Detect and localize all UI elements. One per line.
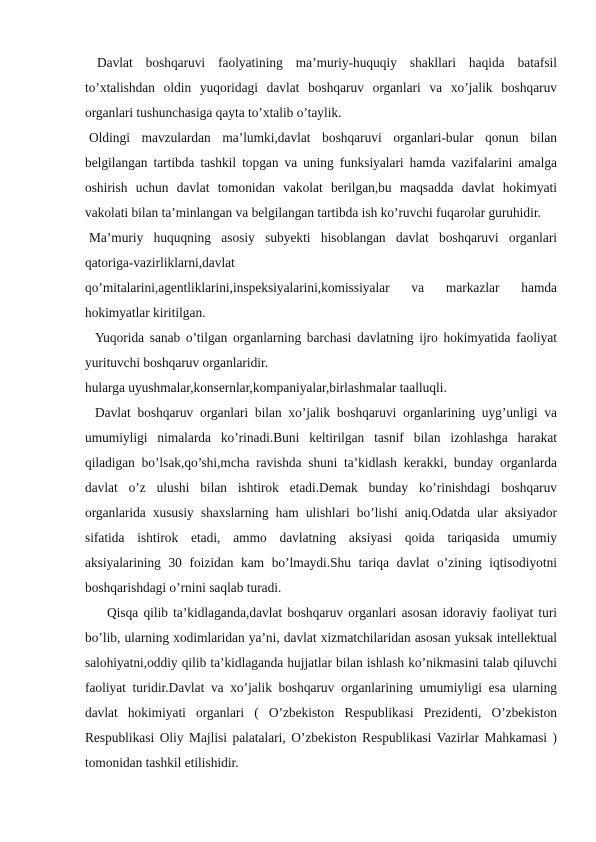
paragraph-3-line-3: hokimyatlar kiritilgan. [85, 305, 206, 320]
document-page [85, 50, 557, 775]
paragraph-6: Davlat boshqaruv organlari bilan xo’jalik boshqaruvi organlarining uyg’unligi va umumiyligi nimalarda ko’rinadi.Buni keltirilgan tasnif bilan izohlashga harakat qiladigan bo’lsak,qo’shi,mcha ravishda shuni ta’kidlash kerakki, bunday organlarda davlat o’z ulushi bilan ishtirok etadi.Demak bunday ko’rinishdagi boshqaruv organlarida xususiy shaxslarning ham ulishlari bo’lishi aniq.Odatda ular aksiyador sifatida ishtirok etadi, ammo davlatning aksiyasi qoida tariqasida umumiy aksiyalarining 30 foizidan kam bo’lmaydi.Shu tariqa davlat o’zining iqtisodiyotni boshqarishdagi o’rnini saqlab turadi. [85, 405, 557, 595]
paragraph-3-line-2: qo’mitalarini,agentliklarini,inspeksiyalarini,komissiyalar va markazlar hamda [85, 280, 557, 295]
paragraph-7: Qisqa qilib ta’kidlaganda,davlat boshqaruv organlari asosan idoraviy faoliyat turi bo’lib, ularning xodimlaridan ya’ni, davlat xizmatchilaridan asosan yuksak intellektual salohiyatni,oddiy qilib ta’kidlaganda hujjatlar bilan ishlash ko’nikmasini talab qiluvchi faoliyat turidir.Davlat va xo’jalik boshqaruv organlarining umumiyligi esa ularning davlat hokimiyati organlari ( O’zbekiston Respublikasi Prezidenti, O’zbekiston Respublikasi Oliy Majlisi palatalari, O’zbekiston Respublikasi Vazirlar Mahkamasi ) tomonidan tashkil etilishidir. [85, 605, 557, 770]
paragraph-5: hularga uyushmalar,konsernlar,kompaniyalar,birlashmalar taalluqli. [85, 380, 447, 395]
paragraph-2: Oldingi mavzulardan ma’lumki,davlat boshqaruvi organlari-bular qonun bilan belgilangan tartibda tashkil topgan va uning funksiyalari hamda vazifalarini amalga oshirish uchun davlat tomonidan vakolat berilgan,bu maqsadda davlat hokimyati vakolati bilan ta’minlangan va belgilangan tartibda ish ko’ruvchi fuqarolar guruhidir. [85, 130, 557, 220]
paragraph-1: Davlat boshqaruvi faolyatining ma’muriy-huquqiy shakllari haqida batafsil to’xtalishdan oldin yuqoridagi davlat boshqaruv organlari va xo’jalik boshqaruv organlari tushunchasiga qayta to’xtalib o’taylik. [85, 55, 557, 120]
paragraph-3-line-1: Ma’muriy huquqning asosiy subyekti hisoblangan davlat boshqaruvi organlari qatoriga-vazirliklarni,davlat [85, 230, 557, 270]
paragraph-4: Yuqorida sanab o’tilgan organlarning barchasi davlatning ijro hokimyatida faoliyat yurituvchi boshqaruv organlaridir. [85, 330, 557, 370]
